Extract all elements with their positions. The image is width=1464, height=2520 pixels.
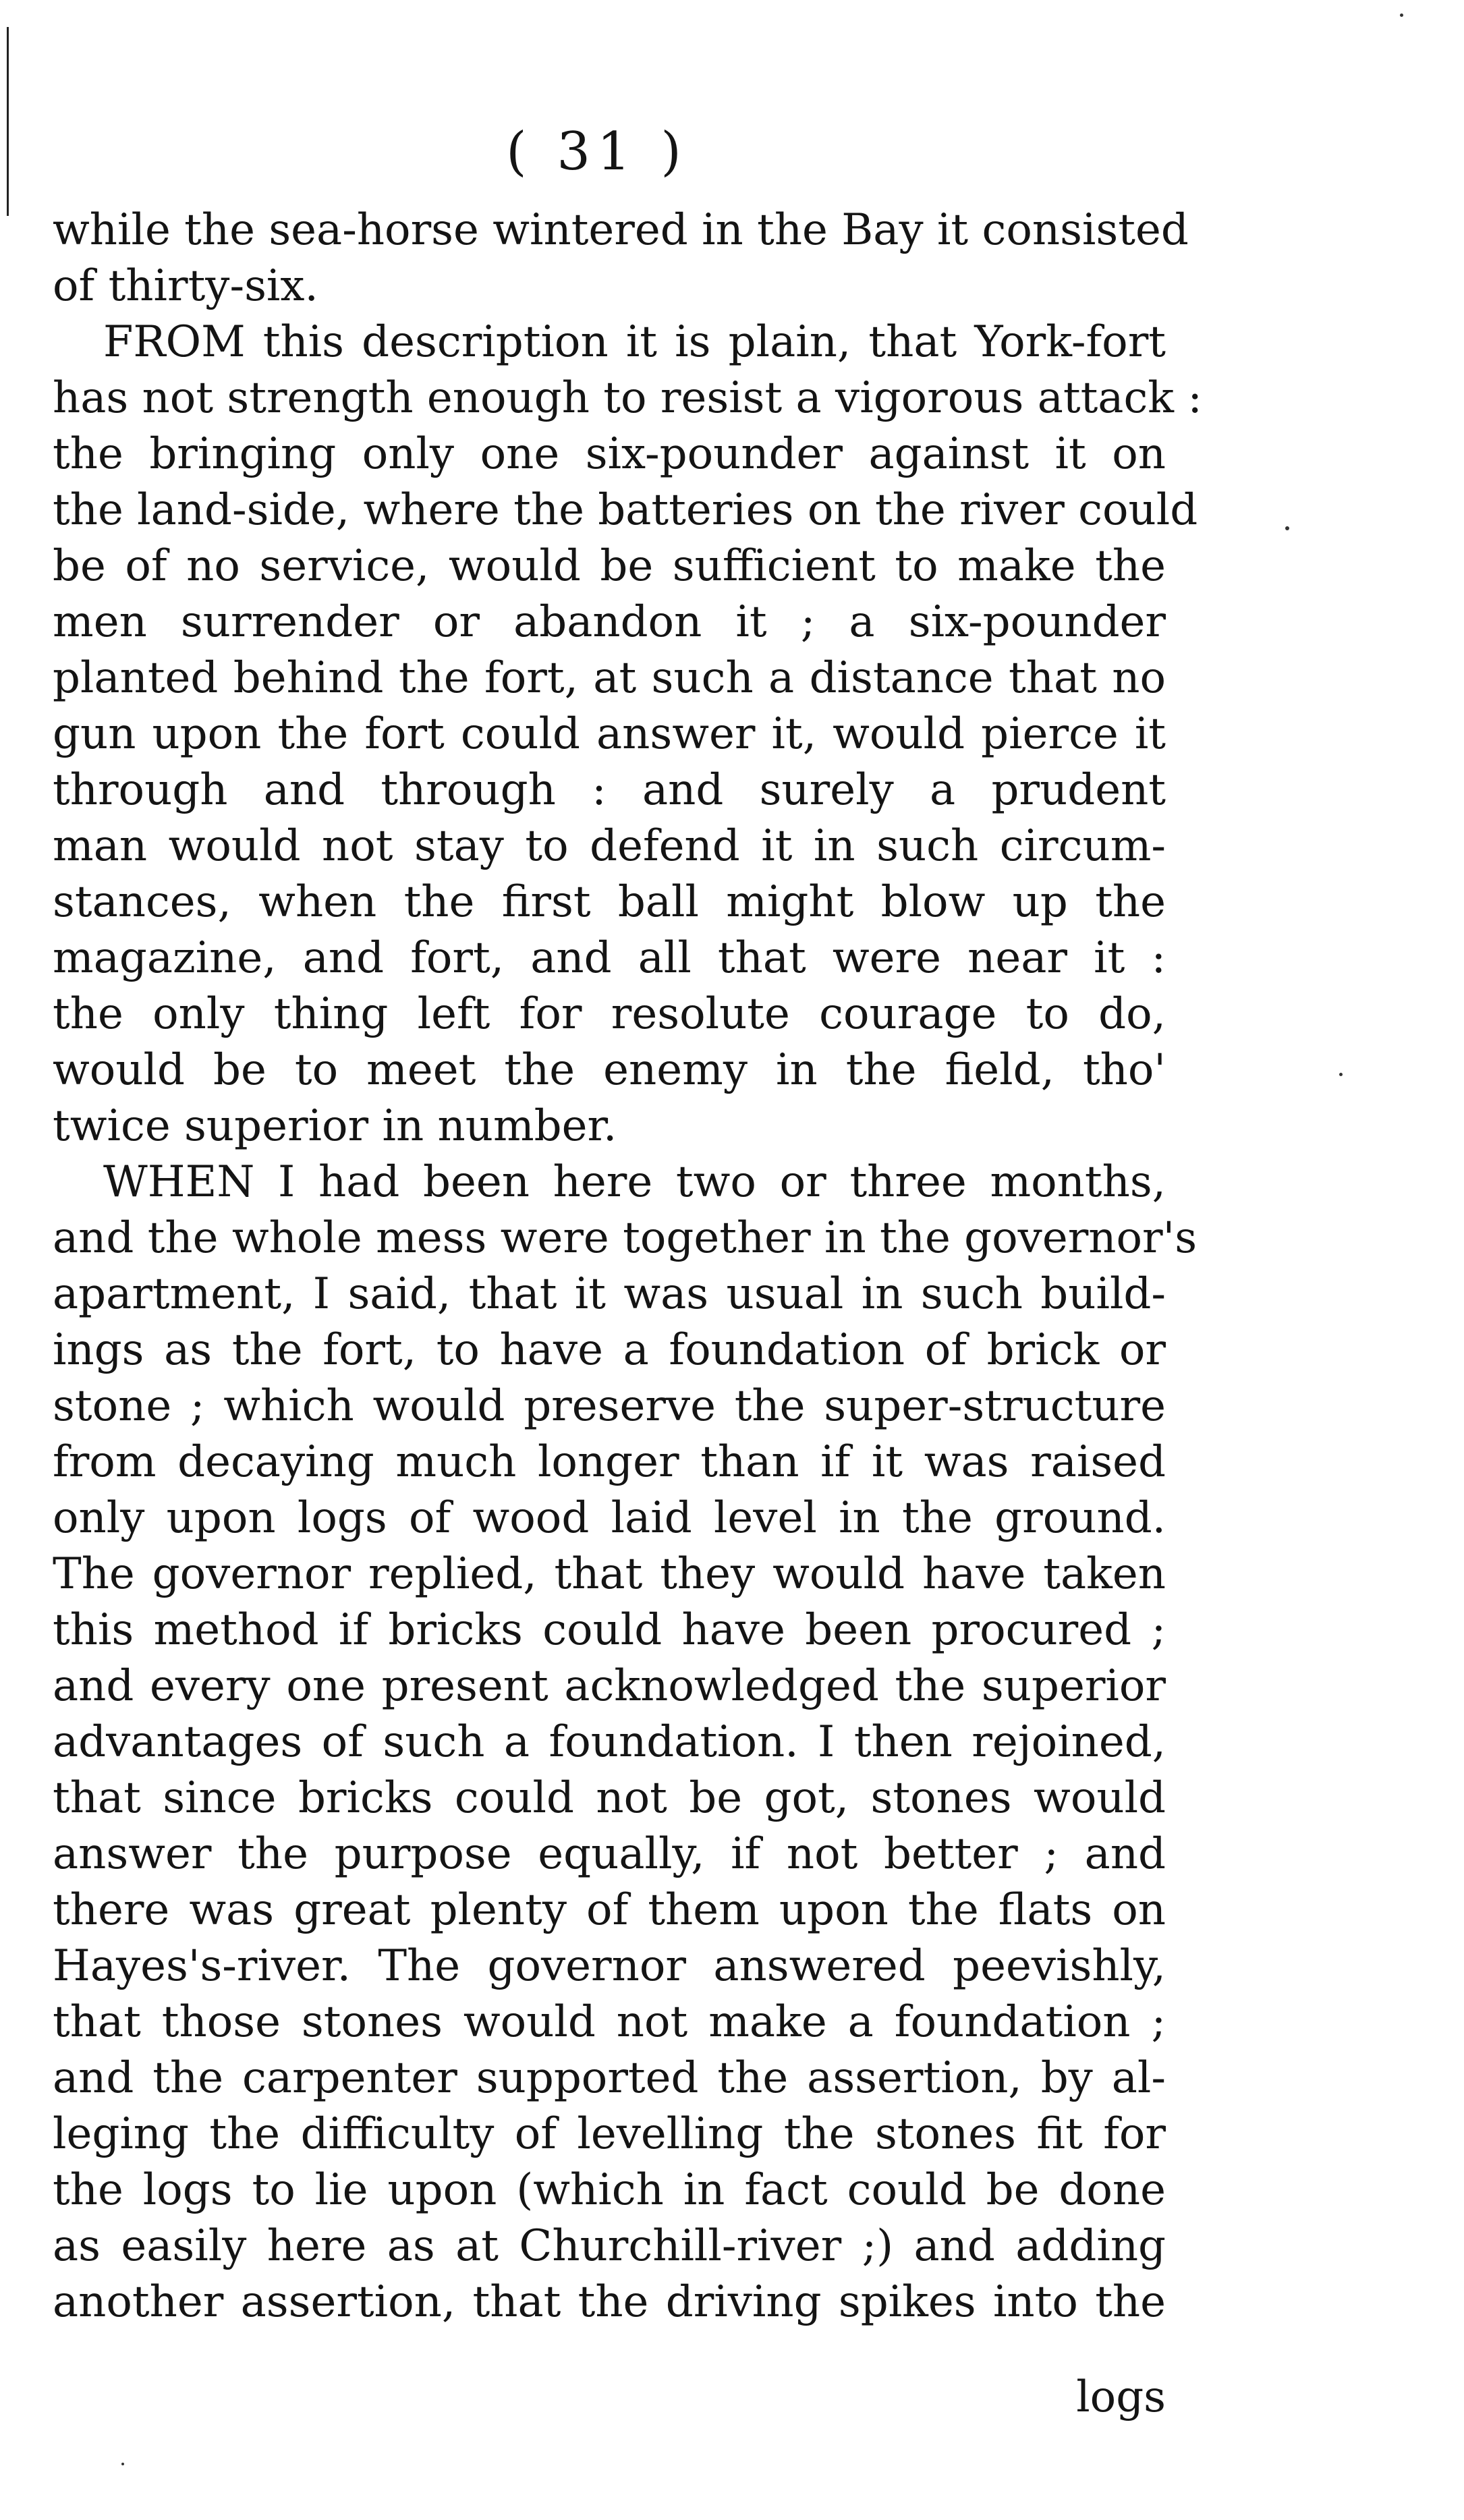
text-line: men surrender or abandon it ; a six-pounder	[53, 597, 1166, 647]
text-line: and the whole mess were together in the governor's	[53, 1213, 1198, 1263]
page-number: ( 31 )	[506, 121, 688, 182]
text-line: Hayes's-river. The governor answered peevishly,	[53, 1941, 1166, 1991]
paragraph-first-line: WHEN I had been here two or three months,	[103, 1157, 1166, 1207]
text-line: from decaying much longer than if it was raised	[53, 1437, 1166, 1487]
text-line: only upon logs of wood laid level in the ground.	[53, 1493, 1166, 1543]
text-line: while the sea-horse wintered in the Bay it consisted	[53, 205, 1189, 255]
paper-speck	[1339, 1073, 1343, 1076]
text-line: stances, when the first ball might blow up the	[53, 877, 1166, 927]
text-line: and every one present acknowledged the superior	[53, 1661, 1166, 1711]
text-line: magazine, and fort, and all that were near it :	[53, 933, 1166, 983]
paper-speck	[1285, 526, 1289, 530]
text-line: that those stones would not make a foundation ;	[53, 1997, 1166, 2047]
text-line: leging the difficulty of levelling the stones fit for	[53, 2109, 1166, 2159]
text-line: through and through : and surely a prudent	[53, 765, 1166, 815]
text-line: has not strength enough to resist a vigorous attack :	[53, 373, 1202, 423]
text-line: twice superior in number.	[53, 1101, 617, 1151]
text-line: man would not stay to defend it in such circum-	[53, 821, 1166, 871]
text-line: another assertion, that the driving spikes into the	[53, 2277, 1166, 2327]
text-line: as easily here as at Churchill-river ;) and adding	[53, 2221, 1166, 2271]
paper-speck	[121, 2463, 124, 2465]
text-line: stone ; which would preserve the super-structure	[53, 1381, 1166, 1431]
text-line: that since bricks could not be got, stones would	[53, 1773, 1166, 1823]
paper-speck	[1400, 13, 1403, 17]
text-line: of thirty-six.	[53, 261, 318, 311]
catchword: logs	[1076, 2372, 1166, 2422]
text-line: there was great plenty of them upon the flats on	[53, 1885, 1166, 1935]
paragraph-first-line: FROM this description it is plain, that York-fort	[103, 317, 1166, 367]
text-line: The governor replied, that they would have taken	[53, 1549, 1166, 1599]
text-line: the logs to lie upon (which in fact could be done	[53, 2165, 1166, 2215]
text-line: the bringing only one six-pounder against it on	[53, 429, 1166, 479]
text-line: would be to meet the enemy in the field, tho'	[53, 1045, 1166, 1095]
text-line: answer the purpose equally, if not better ; and	[53, 1829, 1166, 1879]
text-line: advantages of such a foundation. I then rejoined,	[53, 1717, 1166, 1767]
text-line: be of no service, would be sufficient to make the	[53, 541, 1166, 591]
text-line: and the carpenter supported the assertion, by al-	[53, 2053, 1166, 2103]
text-line: this method if bricks could have been procured ;	[53, 1605, 1166, 1655]
text-line: planted behind the fort, at such a distance that no	[53, 653, 1166, 703]
body-text	[53, 202, 1202, 2330]
text-line: ings as the fort, to have a foundation of brick or	[53, 1325, 1166, 1375]
text-line: the only thing left for resolute courage to do,	[53, 989, 1166, 1039]
text-line: the land-side, where the batteries on the river could	[53, 485, 1198, 535]
text-line: apartment, I said, that it was usual in such build-	[53, 1269, 1166, 1319]
text-line: gun upon the fort could answer it, would pierce it	[53, 709, 1166, 759]
